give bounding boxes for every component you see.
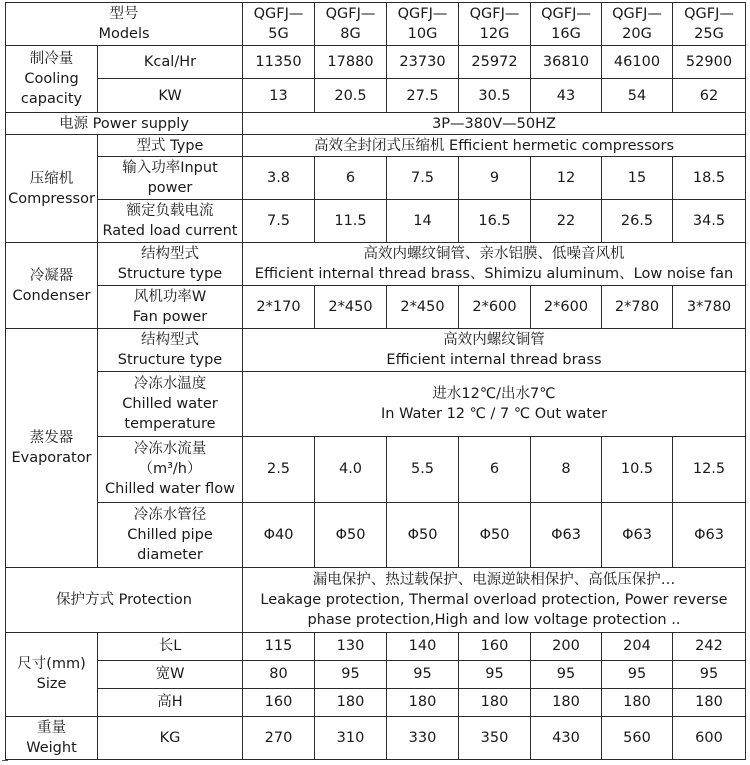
value-cell: 25972 — [459, 46, 531, 79]
value-cell: 13 — [243, 79, 315, 113]
height-label: 高H — [98, 688, 243, 716]
size-height-row — [6, 688, 746, 716]
value-cell: 180 — [673, 688, 746, 716]
value-cell: 30.5 — [459, 79, 531, 113]
model-cell: QGFJ— 5G — [243, 3, 315, 46]
value-cell: 14 — [387, 200, 459, 243]
value-cell: 12.5 — [673, 437, 746, 502]
value-cell: 2*450 — [315, 286, 387, 329]
value-cell: 3.8 — [243, 157, 315, 200]
value-cell: 180 — [387, 688, 459, 716]
model-cell: QGFJ— 8G — [315, 3, 387, 46]
evaporator-label-cell: 蒸发器 Evaporator — [6, 329, 98, 567]
rated-current-label: 额定负载电流 Rated load current — [98, 200, 243, 243]
value-cell: Φ63 — [673, 502, 746, 567]
condenser-structure-value: 高效内螺纹铜管、亲水铝膜、低噪音风机 Efficient internal thread brass、Shimizu aluminum、Low noise fan — [243, 243, 746, 286]
value-cell: 22 — [531, 200, 602, 243]
spec-table — [5, 2, 746, 760]
value-cell: 330 — [387, 716, 459, 759]
structure-type-label: 结构型式 Structure type — [98, 243, 243, 286]
size-label-cell: 尺寸(mm) Size — [6, 632, 98, 716]
value-cell: 12 — [531, 157, 602, 200]
chilled-water-flow-label: 冷冻水流量 （m³/h） Chilled water flow — [98, 437, 243, 502]
value-cell: 560 — [602, 716, 673, 759]
value-cell: 54 — [602, 79, 673, 113]
value-cell: Φ63 — [531, 502, 602, 567]
model-header-cell — [6, 3, 243, 46]
compressor-type-value: 高效全封闭式压缩机 Efficient hermetic compressors — [243, 135, 746, 157]
value-cell: 11350 — [243, 46, 315, 79]
kcal-unit-cell: Kcal/Hr — [98, 46, 243, 79]
page-edge-mark — [2, 760, 8, 764]
compressor-label-cell: 压缩机 Compressor — [6, 135, 98, 243]
value-cell: 9 — [459, 157, 531, 200]
model-cell: QGFJ— 10G — [387, 3, 459, 46]
compressor-current-row — [6, 200, 746, 243]
value-cell: 130 — [315, 632, 387, 660]
fan-power-label: 风机功率W Fan power — [98, 286, 243, 329]
value-cell: 34.5 — [673, 200, 746, 243]
structure-type-label: 结构型式 Structure type — [98, 329, 243, 372]
value-cell: 16.5 — [459, 200, 531, 243]
cooling-kcal-row — [6, 46, 746, 79]
value-cell: 26.5 — [602, 200, 673, 243]
value-cell: 18.5 — [673, 157, 746, 200]
value-cell: 7.5 — [387, 157, 459, 200]
value-cell: 430 — [531, 716, 602, 759]
value-cell: 5.5 — [387, 437, 459, 502]
value-cell: 115 — [243, 632, 315, 660]
value-cell: 95 — [387, 660, 459, 688]
value-cell: Φ50 — [315, 502, 387, 567]
value-cell: 95 — [531, 660, 602, 688]
weight-unit-cell: KG — [98, 716, 243, 759]
value-cell: 10.5 — [602, 437, 673, 502]
cooling-kw-row — [6, 79, 746, 113]
value-cell: 95 — [602, 660, 673, 688]
chilled-water-temp-value: 进水12℃/出水7℃ In Water 12 ℃ / 7 ℃ Out water — [243, 372, 746, 437]
value-cell: 11.5 — [315, 200, 387, 243]
value-cell: 46100 — [602, 46, 673, 79]
value-cell: 2*600 — [531, 286, 602, 329]
value-cell: 350 — [459, 716, 531, 759]
value-cell: 15 — [602, 157, 673, 200]
value-cell: 2*450 — [387, 286, 459, 329]
value-cell: 62 — [673, 79, 746, 113]
value-cell: 17880 — [315, 46, 387, 79]
header-row — [6, 3, 746, 46]
evaporator-structure-row — [6, 329, 746, 372]
condenser-label-cell: 冷凝器 Condenser — [6, 243, 98, 329]
kw-unit-cell: KW — [98, 79, 243, 113]
value-cell: Φ40 — [243, 502, 315, 567]
model-cell: QGFJ— 16G — [531, 3, 602, 46]
chilled-pipe-label: 冷冻水管径 Chilled pipe diameter — [98, 502, 243, 567]
value-cell: 52900 — [673, 46, 746, 79]
value-cell: 160 — [243, 688, 315, 716]
model-cell: QGFJ— 20G — [602, 3, 673, 46]
value-cell: 180 — [459, 688, 531, 716]
value-cell: 180 — [315, 688, 387, 716]
length-label: 长L — [98, 632, 243, 660]
value-cell: 180 — [602, 688, 673, 716]
protection-row — [6, 567, 746, 632]
model-label-en: Models — [98, 26, 150, 43]
size-width-row — [6, 660, 746, 688]
model-cell: QGFJ— 12G — [459, 3, 531, 46]
value-cell: 270 — [243, 716, 315, 759]
compressor-type-row — [6, 135, 746, 157]
condenser-structure-row — [6, 243, 746, 286]
value-cell: 7.5 — [243, 200, 315, 243]
value-cell: 3*780 — [673, 286, 746, 329]
evaporator-flow-row — [6, 437, 746, 502]
value-cell: 2*780 — [602, 286, 673, 329]
evaporator-temp-row — [6, 372, 746, 437]
weight-row — [6, 716, 746, 759]
weight-label-cell: 重量 Weight — [6, 716, 98, 759]
value-cell: 310 — [315, 716, 387, 759]
value-cell: 95 — [459, 660, 531, 688]
value-cell: Φ63 — [602, 502, 673, 567]
value-cell: 6 — [459, 437, 531, 502]
protection-value: 漏电保护、热过载保护、电源逆缺相保护、高低压保护… Leakage protection, Thermal overload protection, Power reverse phase protection,High and low voltage protection .. — [243, 567, 746, 632]
value-cell: 2*170 — [243, 286, 315, 329]
value-cell: 2*600 — [459, 286, 531, 329]
chilled-water-temp-label: 冷冻水温度 Chilled water temperature — [98, 372, 243, 437]
value-cell: 95 — [673, 660, 746, 688]
power-supply-label: 电源 Power supply — [6, 113, 243, 135]
value-cell: 180 — [531, 688, 602, 716]
value-cell: 36810 — [531, 46, 602, 79]
value-cell: 8 — [531, 437, 602, 502]
value-cell: 20.5 — [315, 79, 387, 113]
value-cell: 242 — [673, 632, 746, 660]
value-cell: 6 — [315, 157, 387, 200]
value-cell: Φ50 — [459, 502, 531, 567]
value-cell: Φ50 — [387, 502, 459, 567]
value-cell: 80 — [243, 660, 315, 688]
compressor-input-row — [6, 157, 746, 200]
power-supply-value: 3P—380V—50HZ — [243, 113, 746, 135]
model-cell: QGFJ— 25G — [673, 3, 746, 46]
value-cell: 200 — [531, 632, 602, 660]
value-cell: 204 — [602, 632, 673, 660]
power-supply-row — [6, 113, 746, 135]
evaporator-structure-value: 高效内螺纹铜管 Efficient internal thread brass — [243, 329, 746, 372]
value-cell: 2.5 — [243, 437, 315, 502]
value-cell: 23730 — [387, 46, 459, 79]
size-length-row — [6, 632, 746, 660]
model-label-cn: 型号 — [109, 6, 139, 23]
value-cell: 4.0 — [315, 437, 387, 502]
value-cell: 27.5 — [387, 79, 459, 113]
value-cell: 160 — [459, 632, 531, 660]
input-power-label: 输入功率Input power — [98, 157, 243, 200]
protection-label: 保护方式 Protection — [6, 567, 243, 632]
value-cell: 140 — [387, 632, 459, 660]
cooling-label-cell: 制冷量 Cooling capacity — [6, 46, 98, 113]
width-label: 宽W — [98, 660, 243, 688]
value-cell: 600 — [673, 716, 746, 759]
value-cell: 95 — [315, 660, 387, 688]
value-cell: 43 — [531, 79, 602, 113]
evaporator-pipe-row — [6, 502, 746, 567]
condenser-fan-row — [6, 286, 746, 329]
compressor-type-label: 型式 Type — [98, 135, 243, 157]
